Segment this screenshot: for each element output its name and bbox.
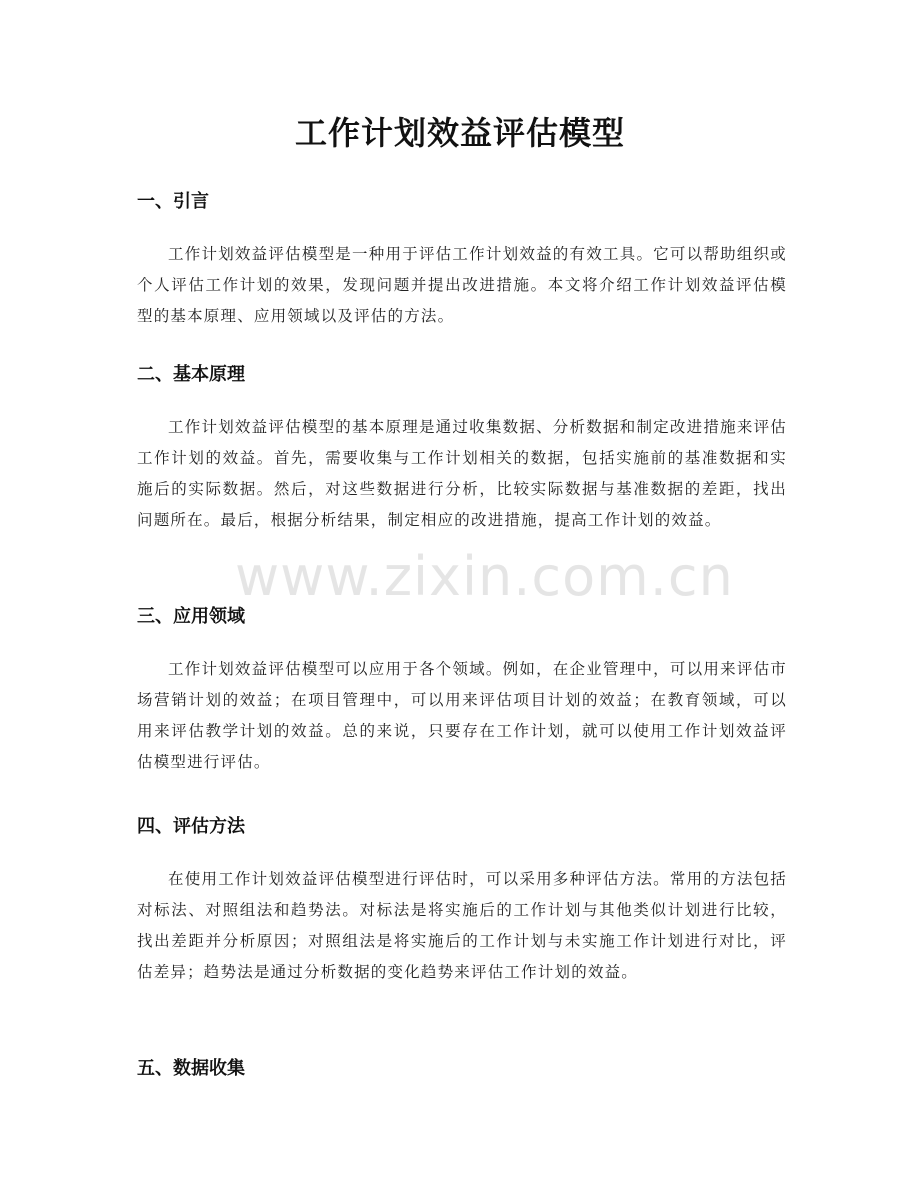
section-paragraph: 工作计划效益评估模型是一种用于评估工作计划效益的有效工具。它可以帮助组织或个人评估工作计划的效果，发现问题并提出改进措施。本文将介绍工作计划效益评估模型的基本原理、应用领域以及评估的方法。	[137, 245, 787, 325]
section-heading: 五、数据收集	[137, 1058, 245, 1079]
section-heading: 二、基本原理	[137, 364, 245, 385]
section-paragraph: 在使用工作计划效益评估模型进行评估时，可以采用多种评估方法。常用的方法包括对标法、对照组法和趋势法。对标法是将实施后的工作计划与其他类似计划进行比较，找出差距并分析原因；对照组法是将实施后的工作计划与未实施工作计划进行对比，评估差异；趋势法是通过分析数据的变化趋势来评估工作计划的效益。	[137, 870, 787, 981]
section-paragraph: 工作计划效益评估模型可以应用于各个领域。例如，在企业管理中，可以用来评估市场营销计划的效益；在项目管理中，可以用来评估项目计划的效益；在教育领域，可以用来评估教学计划的效益。总的来说，只要存在工作计划，就可以使用工作计划效益评估模型进行评估。	[137, 660, 787, 771]
section-evaluation-methods	[137, 815, 787, 988]
section-application-areas	[137, 605, 787, 778]
document-title: 工作计划效益评估模型	[294, 114, 625, 152]
section-basic-principle	[137, 363, 787, 536]
section-heading: 一、引言	[137, 191, 209, 212]
section-heading: 四、评估方法	[137, 816, 245, 837]
watermark: www.zixin.com.cn	[235, 545, 734, 608]
section-introduction	[137, 190, 787, 332]
section-data-collection	[137, 1057, 787, 1081]
section-heading: 三、应用领域	[137, 606, 245, 627]
section-paragraph: 工作计划效益评估模型的基本原理是通过收集数据、分析数据和制定改进措施来评估工作计划的效益。首先，需要收集与工作计划相关的数据，包括实施前的基准数据和实施后的实际数据。然后，对这些数据进行分析，比较实际数据与基准数据的差距，找出问题所在。最后，根据分析结果，制定相应的改进措施，提高工作计划的效益。	[137, 418, 787, 529]
